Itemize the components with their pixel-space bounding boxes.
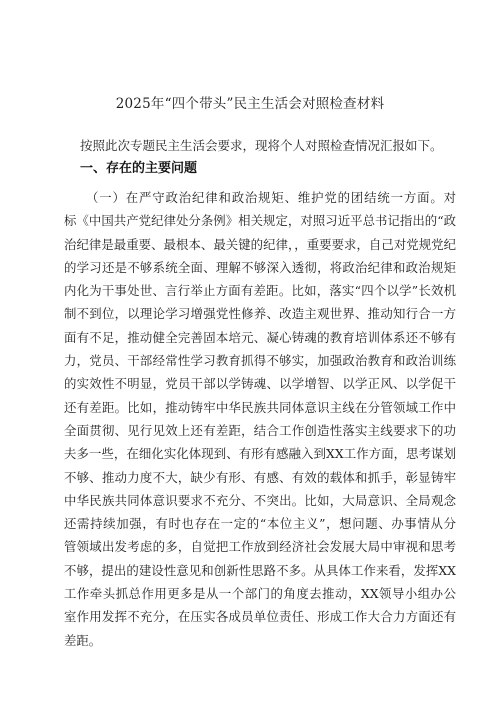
body-line: 治纪律是最重要、最根本、最关键的纪律，，重要要求，自己对党规党纪 (64, 236, 456, 252)
body-line: 不够、推动力度不大，缺少有形、有感、有效的载体和抓手，彰显铸牢 (64, 469, 456, 485)
body-line: 室作用发挥不充分，在压实各成员单位责任、形成工作大合力方面还有 (64, 609, 456, 625)
section-heading: 一、存在的主要问题 (80, 161, 198, 176)
document-title: 2025年“四个带头”民主生活会对照检查材料 (115, 96, 385, 112)
body-line: 面有不足，推动健全完善固本培元、凝心铸魂的教育培训体系还不够有 (64, 329, 456, 345)
intro-paragraph: 按照此次专题民主生活会要求，现将个人对照检查情况汇报如下。 (80, 138, 443, 153)
body-line: 标《中国共产党纪律处分条例》相关规定，对照习近平总书记指出的“政 (64, 213, 456, 229)
body-line: 中华民族共同体意识要求不充分、不突出。比如，大局意识、全局观念 (64, 492, 456, 508)
body-line: 管领域出发考虑的多，自觉把工作放到经济社会发展大局中审视和思考 (64, 539, 456, 555)
body-line: 还需持续加强，有时也存在一定的“本位主义”，想问题、办事情从分 (64, 516, 456, 532)
body-line: 不够，提出的建设性意见和创新性思路不多。从具体工作来看，发挥XX (64, 562, 456, 578)
body-line: （一）在严守政治纪律和政治规矩、维护党的团结统一方面。对 (86, 190, 456, 205)
body-line: 差距。 (64, 632, 102, 648)
body-line: 制不到位，以理论学习增强党性修养、改造主观世界、推动知行合一方 (64, 306, 456, 322)
body-line: 还有差距。比如，推动铸牢中华民族共同体意识主线在分管领域工作中 (64, 399, 456, 415)
body-line: 夫多一些，在细化实化体现到、有形有感融入到XX工作方面，思考谋划 (64, 446, 456, 462)
body-paragraph (64, 186, 456, 652)
body-line: 内化为干事处世、言行举止方面有差距。比如，落实“四个以学”长效机 (64, 283, 456, 299)
body-line: 的实效性不明显，党员干部以学铸魂、以学增智、以学正风、以学促干 (64, 376, 456, 392)
body-line: 工作牵头抓总作用更多是从一个部门的角度去推动，XX领导小组办公 (64, 586, 456, 602)
body-line: 的学习还是不够系统全面、理解不够深入透彻，将政治纪律和政治规矩 (64, 259, 456, 275)
body-line: 力，党员、干部经常性学习教育抓得不够实，加强政治教育和政治训练 (64, 353, 456, 369)
body-line: 全面贯彻、见行见效上还有差距，结合工作创造性落实主线要求下的功 (64, 422, 456, 438)
